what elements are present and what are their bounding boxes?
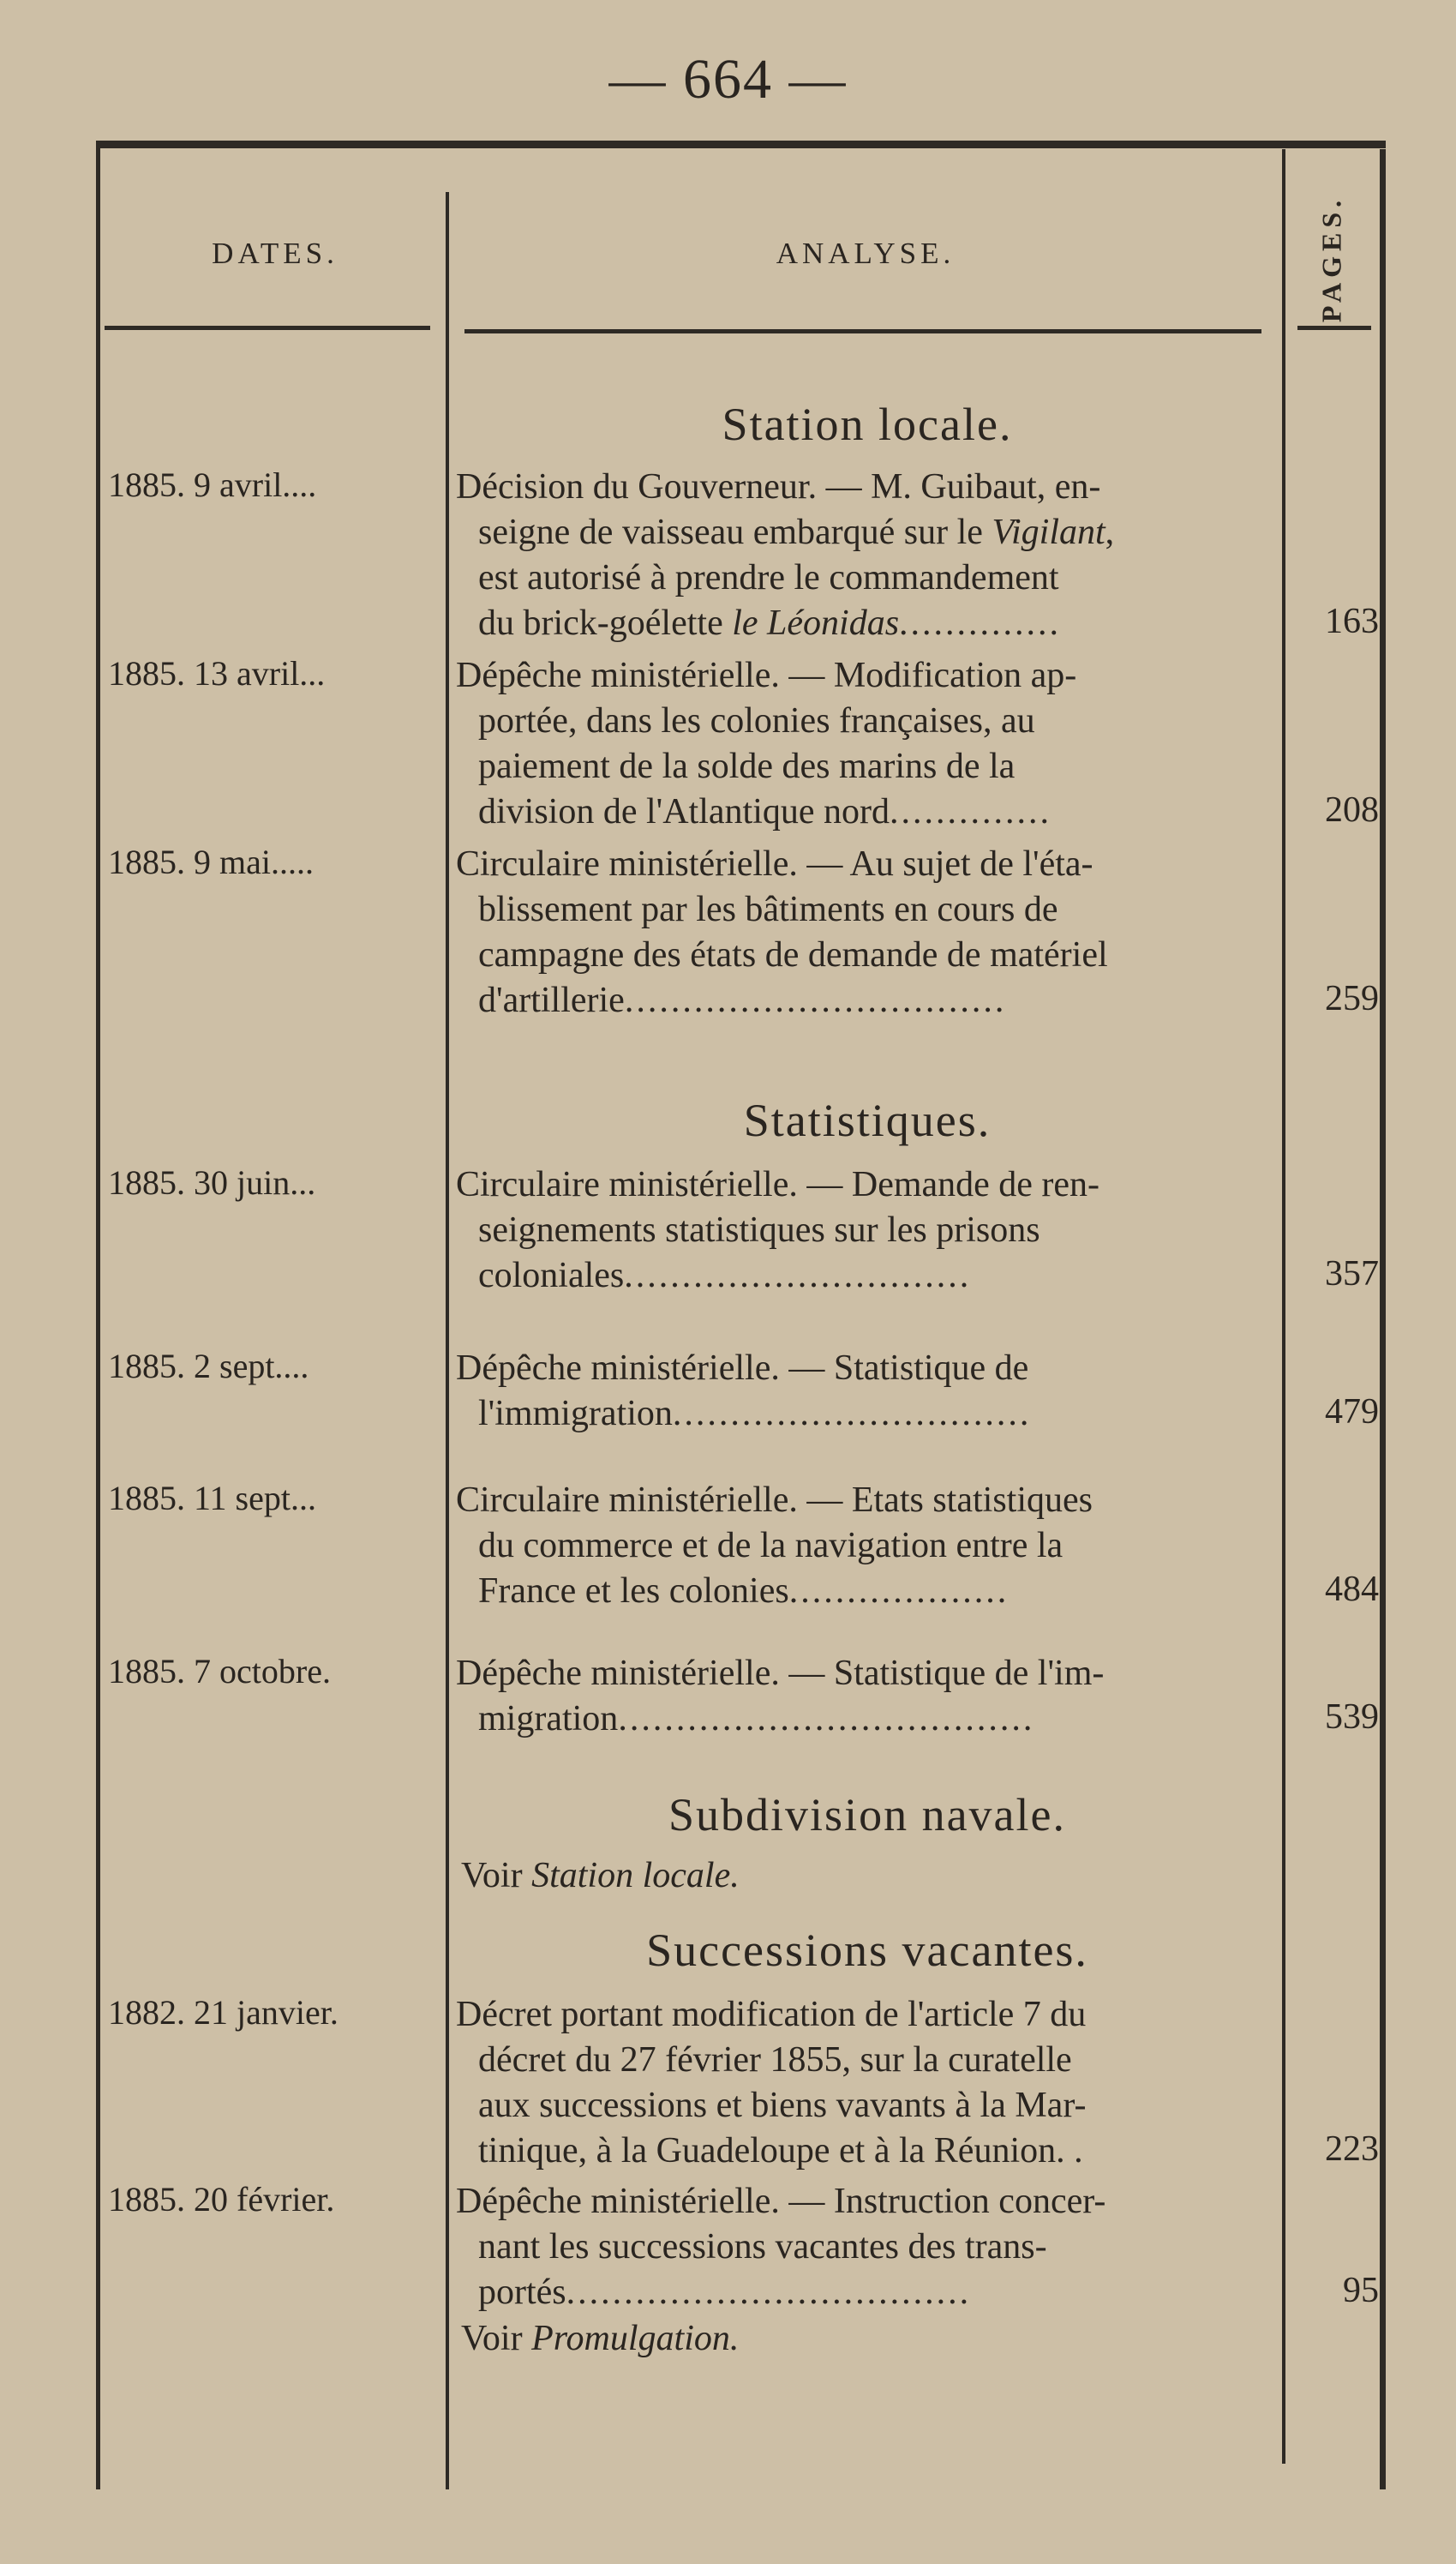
entry-date: 1885. 13 avril...	[108, 654, 326, 693]
entry-page: 539	[1325, 1697, 1379, 1737]
header-dates: DATES.	[212, 237, 339, 270]
header-rule-dates	[105, 326, 430, 330]
entry-date: 1885. 7 octobre.	[108, 1652, 331, 1690]
entry-page: 259	[1325, 979, 1379, 1018]
section-title-subdivision-navale: Subdivision navale.	[668, 1789, 1066, 1840]
entry-page: 484	[1325, 1570, 1379, 1609]
section-title-statistiques: Statistiques.	[743, 1095, 992, 1146]
see-also-reference: Voir Promulgation.	[461, 2319, 740, 2358]
left-border	[96, 141, 100, 2489]
entry-date: 1885. 30 juin...	[108, 1163, 316, 1202]
entry-page: 223	[1325, 2129, 1379, 2169]
page-column-divider	[1282, 149, 1285, 2464]
see-also-reference: Voir Station locale.	[461, 1856, 740, 1895]
header-rule-analyse	[464, 329, 1261, 333]
entry-page: 357	[1325, 1254, 1379, 1294]
entry-analysis: Circulaire ministérielle. — Etats statistiques du commerce et de la navigation entre la France et les colonies...................	[456, 1480, 1093, 1611]
entry-date: 1885. 9 mai.....	[108, 843, 314, 881]
section-title-successions-vacantes: Successions vacantes.	[646, 1925, 1088, 1976]
header-pages: PAGES.	[1315, 195, 1346, 323]
entry-page: 163	[1325, 602, 1379, 641]
entry-date: 1885. 20 février.	[108, 2180, 335, 2219]
section-title-station-locale: Station locale.	[722, 399, 1013, 450]
top-rule	[96, 141, 1386, 148]
entry-date: 1885. 2 sept....	[108, 1347, 309, 1385]
entry-analysis: Circulaire ministérielle. — Demande de ren- seignements statistiques sur les prisons coloniales..............................	[456, 1165, 1100, 1295]
entry-analysis: Dépêche ministérielle. — Statistique de l'immigration...............................	[456, 1348, 1032, 1433]
page-number: — 664 —	[608, 48, 848, 111]
header-analyse: ANALYSE.	[776, 237, 956, 270]
entry-date: 1885. 11 sept...	[108, 1479, 316, 1517]
entry-analysis: Circulaire ministérielle. — Au sujet de l'éta- blissement par les bâtiments en cours de campagne des états de demande de matériel d'artillerie.................................	[456, 844, 1108, 1020]
entry-analysis: Dépêche ministérielle. — Instruction concer- nant les successions vacantes des trans- portés...................................	[456, 2182, 1106, 2312]
entry-analysis: Dépêche ministérielle. — Modification ap- portée, dans les colonies françaises, au paiement de la solde des marins de la division de l'Atlantique nord..............	[456, 656, 1077, 832]
date-column-divider	[446, 192, 449, 2489]
entry-analysis: Dépêche ministérielle. — Statistique de l'im- migration....................................	[456, 1654, 1105, 1738]
see-also-link[interactable]: Promulgation.	[531, 2319, 740, 2358]
entry-page: 479	[1325, 1392, 1379, 1432]
entry-analysis: Décision du Gouverneur. — M. Guibaut, en- seigne de vaisseau embarqué sur le Vigilant, est autorisé à prendre le commandement du brick-goélette le Léonidas..............	[456, 467, 1115, 643]
see-also-link[interactable]: Station locale.	[531, 1856, 740, 1895]
entry-page: 208	[1325, 790, 1379, 830]
entry-page: 95	[1343, 2271, 1379, 2310]
entry-date: 1885. 9 avril....	[108, 465, 317, 504]
header-rule-pages	[1297, 326, 1371, 330]
entry-date: 1882. 21 janvier.	[108, 1993, 339, 2032]
right-border	[1380, 149, 1386, 2489]
index-table	[96, 141, 1386, 2489]
entry-analysis: Décret portant modification de l'article 7 du décret du 27 février 1855, sur la curatelle aux successions et biens vavants à la Mar- tinique, à la Guadeloupe et à la Réunion. .	[456, 1995, 1087, 2171]
